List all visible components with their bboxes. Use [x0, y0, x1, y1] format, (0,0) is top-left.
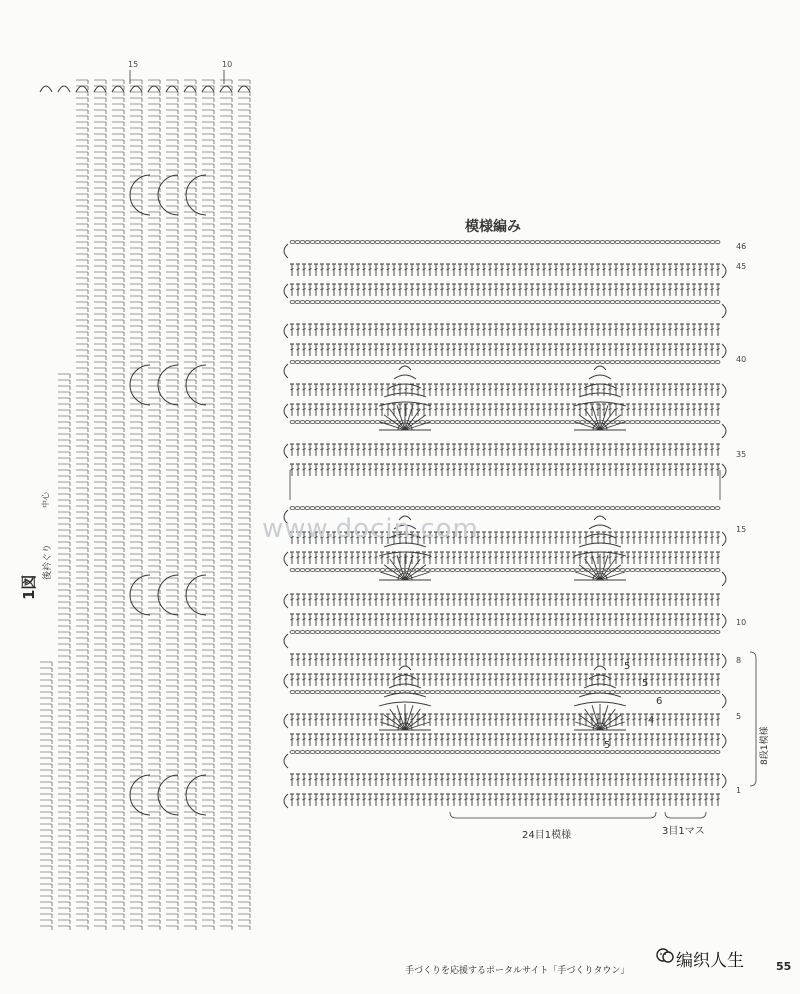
side-stitch-column [58, 374, 70, 930]
pineapple-arc [594, 366, 606, 370]
side-fan-motif [158, 775, 178, 815]
pineapple-arc [594, 666, 606, 670]
side-row-markers [130, 70, 224, 84]
side-stitch-column [202, 80, 214, 930]
turning-chain [722, 464, 726, 478]
stitch-row [290, 404, 720, 416]
side-turn-loop [112, 86, 124, 92]
row-label: 10 [736, 618, 747, 627]
pineapple-arc [384, 393, 426, 397]
pineapple-arc [399, 666, 411, 670]
edge-bracket [665, 812, 706, 818]
side-stitch-column [112, 80, 124, 930]
pineapple-arc [394, 375, 416, 379]
row-label: 15 [736, 525, 747, 534]
turning-chain [284, 714, 288, 728]
turning-chain [284, 754, 288, 768]
stitch-row [290, 774, 720, 786]
stitch-row [290, 552, 720, 564]
side-row-label: 10 [222, 60, 233, 69]
side-stitch-column [76, 80, 88, 930]
turning-chain [722, 264, 726, 278]
center-mark: 中心 [41, 492, 50, 508]
stitch-count: 5 [624, 661, 631, 672]
chain-row [290, 691, 720, 694]
side-turn-loop [238, 86, 250, 92]
wechat-icon [655, 946, 675, 966]
side-stitch-column [220, 80, 232, 930]
pineapple-arc [399, 366, 411, 370]
pattern-title: 模様編み [465, 219, 521, 235]
fan-motif [574, 404, 626, 430]
side-turn-loop [58, 86, 70, 92]
chain-row [290, 241, 720, 244]
stitch-row [290, 264, 720, 276]
page-number: 55 [776, 960, 792, 973]
pineapple-arc [384, 693, 426, 697]
side-turn-loop [94, 86, 106, 92]
side-row-label: 15 [128, 60, 139, 69]
side-turn-loop [148, 86, 160, 92]
chain-row [290, 631, 720, 634]
turning-chain [284, 594, 288, 608]
side-fan-motif [130, 175, 150, 215]
side-fan-motif [158, 575, 178, 615]
turning-chain [284, 552, 288, 566]
side-fan-motif [130, 575, 150, 615]
stitch-row [290, 654, 720, 666]
stitch-count: 6 [656, 696, 663, 707]
side-turn-loop [130, 86, 142, 92]
stitch-row [290, 794, 720, 806]
stitch-row [290, 324, 720, 336]
row-label: 46 [736, 242, 747, 251]
pineapple-arc [584, 384, 616, 388]
side-turn-loop [166, 86, 178, 92]
pineapple-arc [589, 525, 611, 529]
row-label: 40 [736, 355, 747, 364]
side-turn-loop [40, 86, 52, 92]
fan-motif [574, 704, 626, 730]
turning-chain [722, 532, 726, 546]
row-label: 8 [736, 656, 742, 665]
stitch-row [290, 464, 720, 476]
side-turn-loop [220, 86, 232, 92]
stitch-row [290, 594, 720, 606]
stitch-row [290, 734, 720, 746]
side-turn-loop [76, 86, 88, 92]
row-label: 1 [736, 786, 742, 795]
turning-chain [284, 444, 288, 458]
pineapple-arc [579, 693, 621, 697]
wechat-account: 编织人生 [676, 951, 744, 971]
pineapple-arc [589, 375, 611, 379]
fan-motif [379, 404, 431, 430]
side-stitch-column [166, 80, 178, 930]
chain-row [290, 421, 720, 424]
turning-chain [284, 404, 288, 418]
turning-chain [722, 344, 726, 358]
turning-chain [284, 284, 288, 298]
chain-row [290, 507, 720, 510]
stitch-row [290, 614, 720, 626]
stitch-row [290, 674, 720, 686]
stitch-count: 4 [648, 715, 655, 726]
pineapple-arc [394, 675, 416, 679]
side-fan-motif [158, 365, 178, 405]
turning-chain [284, 674, 288, 688]
side-fan-motif [158, 175, 178, 215]
repeat-width-label: 24目1模様 [522, 830, 572, 841]
side-fan-motif [130, 365, 150, 405]
fan-motif [574, 554, 626, 580]
turning-chain [722, 654, 726, 668]
side-turn-loop [202, 86, 214, 92]
fan-motif [379, 704, 431, 730]
pineapple-arc [584, 534, 616, 538]
footer-text: 手づくりを応援するポータルサイト「手づくりタウン」 [405, 966, 630, 976]
side-fan-motif [130, 775, 150, 815]
repeat-bracket [450, 812, 656, 818]
turning-chain [284, 634, 288, 648]
stitch-row [290, 344, 720, 356]
turning-chain [284, 244, 288, 258]
pineapple-arc [584, 684, 616, 688]
turning-chain [722, 304, 726, 318]
chain-row [290, 569, 720, 572]
turning-chain [284, 324, 288, 338]
row-label: 45 [736, 262, 747, 271]
side-stitch-column [238, 80, 250, 930]
stitch-count: 5 [642, 678, 649, 689]
chain-row [290, 751, 720, 754]
row-label: 35 [736, 450, 747, 459]
side-stitch-column [40, 662, 52, 930]
figure-label: 1図 [20, 574, 38, 600]
stitch-row [290, 444, 720, 456]
turning-chain [722, 694, 726, 708]
turning-chain [722, 774, 726, 788]
chain-row [290, 361, 720, 364]
chain-row [290, 301, 720, 304]
turning-chain [722, 424, 726, 438]
repeat-height-label: 8段1模様 [760, 726, 770, 765]
edge-stitch-label: 3目1マス [662, 826, 705, 837]
pineapple-arc [579, 543, 621, 547]
turning-chain [284, 794, 288, 808]
side-turn-loop [184, 86, 196, 92]
pineapple-arc [594, 516, 606, 520]
turning-chain [722, 734, 726, 748]
stitch-count: 5 [604, 740, 611, 751]
row-label: 5 [736, 712, 742, 721]
watermark: www.docin.com [262, 514, 479, 544]
turning-chain [722, 384, 726, 398]
turning-chain [284, 364, 288, 378]
chart-gap [290, 470, 720, 500]
stitch-row [290, 284, 720, 296]
neckline-note: 後衿ぐり [43, 543, 53, 580]
row-repeat-bracket [750, 652, 756, 786]
turning-chain [722, 572, 726, 586]
stitch-row [290, 384, 720, 396]
pineapple-arc [579, 393, 621, 397]
stitch-row [290, 714, 720, 726]
side-stitch-column [148, 80, 160, 930]
turning-chain [722, 614, 726, 628]
side-stitch-column [94, 80, 106, 930]
